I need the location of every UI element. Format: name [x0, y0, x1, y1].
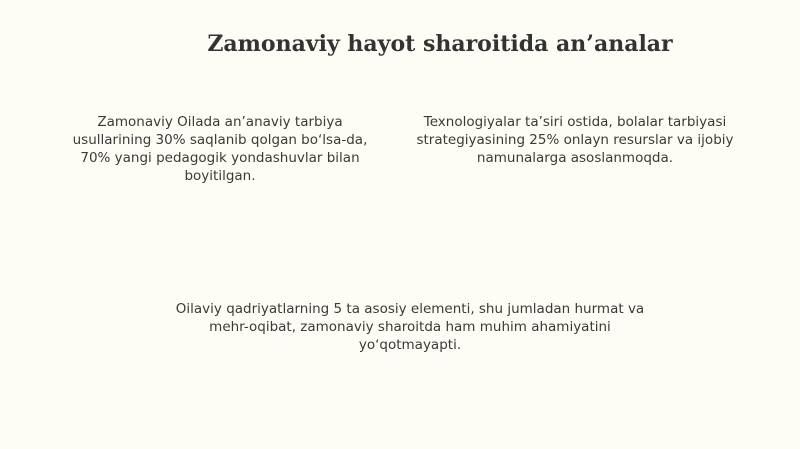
- bottom-text-block: Oilaviy qadriyatlarning 5 ta asosiy elementi, shu jumladan hurmat va mehr-oqibat, zamonaviy sharoitda ham muhim ahamiyatini yoʻqotmayapti.: [175, 301, 645, 353]
- slide-title: Zamonaviy hayot sharoitida an’analar: [207, 31, 673, 57]
- right-text-block: Texnologiyalar ta’siri ostida, bolalar tarbiyasi strategiyasining 25% onlayn resurslar va ijobiy namunalarga asoslanmoqda.: [416, 114, 734, 166]
- left-text-block: Zamonaviy Oilada an’anaviy tarbiya usullarining 30% saqlanib qolgan boʻlsa-da, 70% yangi pedagogik yondashuvlar bilan boyitilgan.: [72, 114, 368, 184]
